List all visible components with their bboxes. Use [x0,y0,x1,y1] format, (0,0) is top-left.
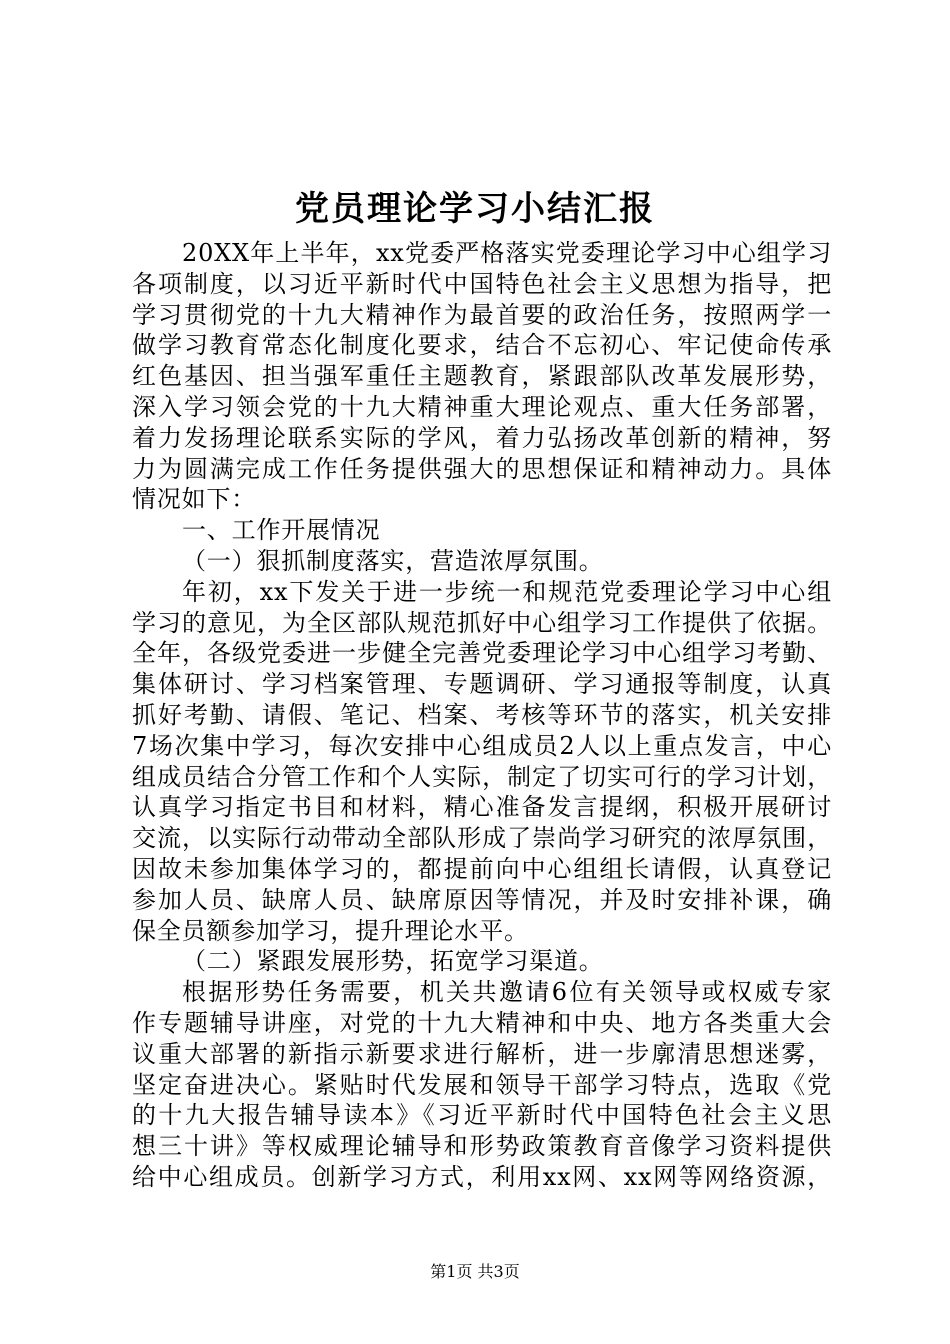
body-line: 着力发扬理论联系实际的学风，着力弘扬改革创新的精神，努 [132,423,832,452]
page-footer: 第1页 共3页 [430,1262,520,1281]
body-line: 组成员结合分管工作和个人实际，制定了切实可行的学习计划， [132,762,832,791]
body-line: 抓好考勤、请假、笔记、档案、考核等环节的落实，机关安排 [132,700,832,729]
body-line: 全年，各级党委进一步健全完善党委理论学习中心组学习考勤、 [132,639,832,668]
body-line: 议重大部署的新指示新要求进行解析，进一步廓清思想迷雾， [132,1039,832,1068]
subsection-heading: （一）狠抓制度落实，营造浓厚氛围。 [182,546,604,575]
body-line: 因故未参加集体学习的，都提前向中心组组长请假，认真登记 [132,854,832,883]
body-line: 坚定奋进决心。紧贴时代发展和领导干部学习特点，选取《党 [132,1070,832,1099]
body-line: 深入学习领会党的十九大精神重大理论观点、重大任务部署， [132,392,832,421]
body-line: 保全员额参加学习，提升理论水平。 [132,916,529,945]
body-line: 年初，xx下发关于进一步统一和规范党委理论学习中心组 [182,577,832,606]
body-line: 学习的意见，为全区部队规范抓好中心组学习工作提供了依据。 [132,608,832,637]
body-line: 交流，以实际行动带动全部队形成了崇尚学习研究的浓厚氛围， [132,824,832,853]
section-heading: 一、工作开展情况 [182,516,381,545]
body-line: 情况如下： [132,485,256,514]
subsection-heading: （二）紧跟发展形势，拓宽学习渠道。 [182,947,604,976]
body-line: 给中心组成员。创新学习方式，利用xx网、xx网等网络资源， [132,1162,832,1191]
body-line: 7场次集中学习，每次安排中心组成员2人以上重点发言，中心 [132,731,832,760]
body-line: 各项制度，以习近平新时代中国特色社会主义思想为指导，把 [132,269,832,298]
body-line: 红色基因、担当强军重任主题教育，紧跟部队改革发展形势， [132,362,832,391]
body-line: 参加人员、缺席人员、缺席原因等情况，并及时安排补课，确 [132,885,832,914]
body-line: 做学习教育常态化制度化要求，结合不忘初心、牢记使命传承 [132,331,832,360]
document-title: 党员理论学习小结汇报 [295,189,655,229]
document-body [132,238,832,1193]
body-line: 作专题辅导讲座，对党的十九大精神和中央、地方各类重大会 [132,1008,832,1037]
body-line: 学习贯彻党的十九大精神作为最首要的政治任务，按照两学一 [132,300,832,329]
body-line: 20XX年上半年，xx党委严格落实党委理论学习中心组学习 [182,239,832,267]
body-line: 认真学习指定书目和材料，精心准备发言提纲，积极开展研讨 [132,793,832,822]
body-line: 集体研讨、学习档案管理、专题调研、学习通报等制度，认真 [132,670,832,699]
body-line: 想三十讲》等权威理论辅导和形势政策教育音像学习资料提供 [132,1132,832,1161]
body-line: 根据形势任务需要，机关共邀请6位有关领导或权威专家 [182,978,832,1007]
body-line: 力为圆满完成工作任务提供强大的思想保证和精神动力。具体 [132,454,832,483]
body-line: 的十九大报告辅导读本》《习近平新时代中国特色社会主义思 [132,1101,832,1130]
